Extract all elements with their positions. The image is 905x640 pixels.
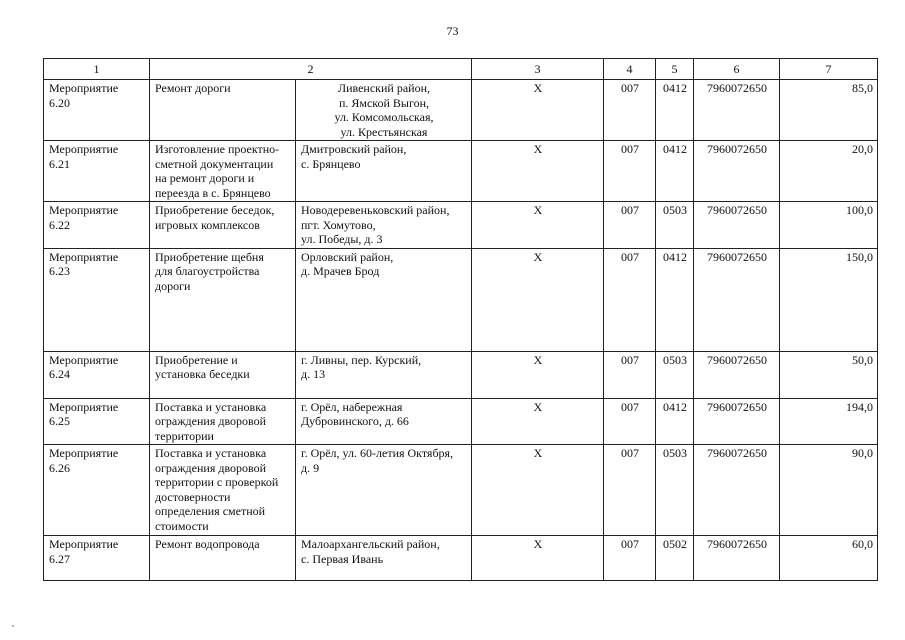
col-c7-cell: 90,0: [780, 445, 878, 536]
event-cell: [44, 398, 150, 445]
name-line: игровых комплексов: [155, 217, 260, 232]
table-row: [44, 536, 878, 581]
name-line: ограждения дворовой: [155, 460, 267, 475]
name-line: Приобретение щебня: [155, 249, 264, 264]
name-line: Приобретение беседок,: [155, 203, 275, 217]
name-cell: [150, 80, 296, 141]
address-cell: [296, 351, 472, 398]
col-c6-cell: 7960072650: [694, 398, 780, 445]
col-c3-cell: Х: [472, 398, 604, 445]
address-cell: [296, 398, 472, 445]
address-line: д. 13: [301, 367, 326, 381]
col-c7-cell: 150,0: [780, 248, 878, 351]
address-line: г. Орёл, ул. 60-летия Октября,: [301, 446, 454, 460]
header-col-5: 5: [656, 59, 694, 80]
name-cell: [150, 445, 296, 536]
col-c7-cell: 194,0: [780, 398, 878, 445]
header-row: [44, 59, 878, 80]
col-c5-cell: 0412: [656, 80, 694, 141]
header-col-3: 3: [472, 59, 604, 80]
name-line: для благоустройства: [155, 264, 260, 278]
event-line: Мероприятие: [49, 446, 119, 460]
table-row: [44, 202, 878, 249]
col-c4-cell: 007: [604, 141, 656, 202]
event-line: Мероприятие: [49, 203, 119, 217]
address-line: с. Первая Ивань: [301, 551, 384, 566]
event-line: 6.23: [49, 264, 70, 278]
table-row: [44, 141, 878, 202]
event-cell: [44, 351, 150, 398]
name-cell: [150, 536, 296, 581]
event-cell: [44, 536, 150, 581]
table-row: [44, 398, 878, 445]
col-c3-cell: Х: [472, 536, 604, 581]
header-col-1: 1: [44, 59, 150, 80]
col-c3-cell: Х: [472, 445, 604, 536]
table-row: [44, 351, 878, 398]
address-line: пгт. Хомутово,: [301, 217, 376, 232]
col-c6-cell: 7960072650: [694, 351, 780, 398]
header-col-4: 4: [604, 59, 656, 80]
address-cell: [296, 248, 472, 351]
col-c7-cell: 50,0: [780, 351, 878, 398]
address-line: г. Орёл, набережная: [301, 399, 403, 414]
event-line: Мероприятие: [49, 142, 119, 156]
address-cell: [296, 80, 472, 141]
name-line: переезда в с. Брянцево: [155, 185, 271, 200]
col-c5-cell: 0412: [656, 398, 694, 445]
table-row: [44, 80, 878, 141]
event-cell: [44, 248, 150, 351]
name-cell: [150, 398, 296, 445]
name-line: территории с проверкой: [155, 475, 279, 489]
name-line: дороги: [155, 278, 191, 293]
name-cell: [150, 351, 296, 398]
event-line: 6.26: [49, 460, 70, 475]
event-line: 6.27: [49, 551, 70, 566]
col-c4-cell: 007: [604, 536, 656, 581]
col-c6-cell: 7960072650: [694, 536, 780, 581]
name-line: Ремонт дороги: [155, 81, 231, 95]
event-cell: [44, 445, 150, 536]
col-c4-cell: 007: [604, 445, 656, 536]
event-line: Мероприятие: [49, 352, 119, 367]
name-line: установка беседки: [155, 367, 250, 381]
address-line: Новодеревеньковский район,: [301, 203, 450, 217]
col-c6-cell: 7960072650: [694, 202, 780, 249]
address-line: Ливенский район,: [337, 81, 431, 95]
address-cell: [296, 141, 472, 202]
address-line: с. Брянцево: [301, 156, 361, 171]
header-col-7: 7: [780, 59, 878, 80]
col-c3-cell: Х: [472, 248, 604, 351]
name-line: сметной документации: [155, 156, 274, 171]
event-cell: [44, 202, 150, 249]
name-cell: [150, 141, 296, 202]
name-cell: [150, 202, 296, 249]
col-c4-cell: 007: [604, 202, 656, 249]
address-line: Орловский район,: [301, 249, 394, 264]
col-c5-cell: 0503: [656, 351, 694, 398]
address-line: п. Ямской Выгон,: [338, 95, 430, 110]
col-c7-cell: 20,0: [780, 141, 878, 202]
header-col-6: 6: [694, 59, 780, 80]
name-cell: [150, 248, 296, 351]
col-c3-cell: Х: [472, 141, 604, 202]
table-row: [44, 248, 878, 351]
address-line: Дубровинского, д. 66: [301, 414, 409, 428]
address-line: д. 9: [301, 460, 320, 475]
col-c5-cell: 0502: [656, 536, 694, 581]
table-body: [44, 80, 878, 581]
activities-table: [43, 58, 878, 581]
event-cell: [44, 141, 150, 202]
name-line: Поставка и установка: [155, 399, 267, 414]
col-c3-cell: Х: [472, 80, 604, 141]
col-c4-cell: 007: [604, 80, 656, 141]
address-cell: [296, 202, 472, 249]
name-line: территории: [155, 428, 214, 443]
event-line: Мероприятие: [49, 81, 119, 95]
address-line: г. Ливны, пер. Курский,: [301, 352, 422, 367]
address-line: ул. Победы, д. 3: [301, 232, 383, 246]
table-row: [44, 445, 878, 536]
address-line: Малоархангельский район,: [301, 537, 440, 551]
event-line: 6.21: [49, 156, 70, 171]
event-line: Мероприятие: [49, 399, 119, 414]
address-line: д. Мрачев Брод: [301, 264, 380, 278]
name-line: достоверности: [155, 489, 231, 504]
col-c7-cell: 60,0: [780, 536, 878, 581]
col-c3-cell: Х: [472, 351, 604, 398]
col-c7-cell: 100,0: [780, 202, 878, 249]
event-cell: [44, 80, 150, 141]
header-col-2: 2: [150, 59, 472, 80]
event-line: Мероприятие: [49, 249, 119, 264]
event-line: 6.25: [49, 414, 70, 428]
col-c4-cell: 007: [604, 351, 656, 398]
col-c7-cell: 85,0: [780, 80, 878, 141]
scan-speck: [12, 625, 14, 627]
name-line: Ремонт водопровода: [155, 537, 260, 551]
table-header: [44, 59, 878, 80]
event-line: 6.24: [49, 367, 70, 381]
col-c5-cell: 0412: [656, 141, 694, 202]
name-line: на ремонт дороги и: [155, 171, 255, 185]
col-c5-cell: 0412: [656, 248, 694, 351]
address-line: Дмитровский район,: [301, 142, 407, 156]
col-c4-cell: 007: [604, 398, 656, 445]
col-c4-cell: 007: [604, 248, 656, 351]
name-line: Поставка и установка: [155, 446, 267, 460]
name-line: ограждения дворовой: [155, 414, 267, 428]
col-c6-cell: 7960072650: [694, 445, 780, 536]
event-line: 6.22: [49, 217, 70, 232]
event-line: Мероприятие: [49, 537, 119, 551]
col-c6-cell: 7960072650: [694, 141, 780, 202]
page-number: 73: [446, 24, 459, 38]
name-line: определения сметной: [155, 504, 266, 518]
address-cell: [296, 445, 472, 536]
event-line: 6.20: [49, 95, 70, 110]
col-c6-cell: 7960072650: [694, 80, 780, 141]
col-c6-cell: 7960072650: [694, 248, 780, 351]
address-cell: [296, 536, 472, 581]
col-c3-cell: Х: [472, 202, 604, 249]
col-c5-cell: 0503: [656, 445, 694, 536]
name-line: Приобретение и: [155, 352, 238, 367]
address-line: ул. Комсомольская,: [334, 110, 434, 124]
address-line: ул. Крестьянская: [340, 124, 428, 139]
name-line: стоимости: [155, 518, 209, 533]
name-line: Изготовление проектно-: [155, 142, 280, 156]
col-c5-cell: 0503: [656, 202, 694, 249]
